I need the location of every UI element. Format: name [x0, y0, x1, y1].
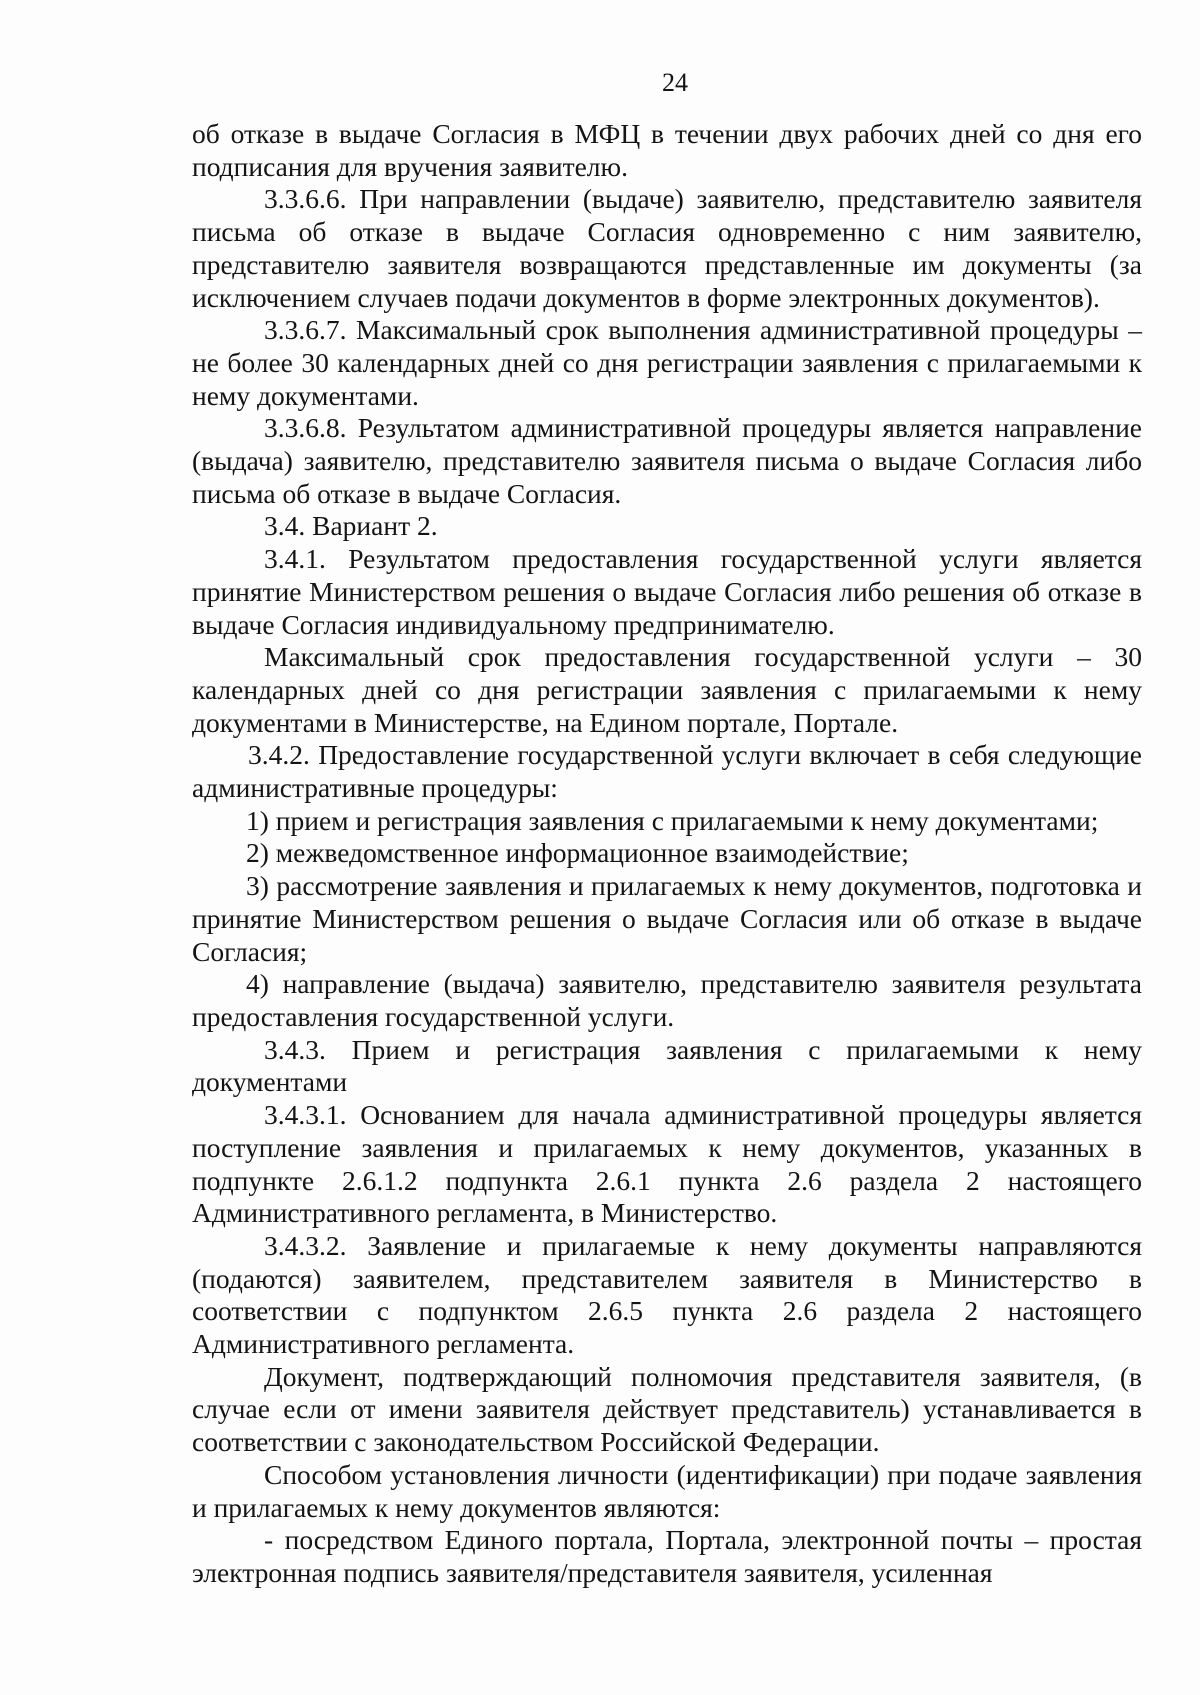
- section-heading-3-4: 3.4. Вариант 2.: [264, 510, 438, 542]
- paragraph-3-3-6-8: 3.3.6.8. Результатом административной процедуры является направление (выдача) заявителю, представителю заявителя письма о выдаче Согласия либо письма об отказе в выдаче Согласия.: [192, 412, 1142, 509]
- paragraph-identification-method: Способом установления личности (идентификации) при подаче заявления и прилагаемых к нему документов являются:: [192, 1458, 1142, 1523]
- paragraph-3-4-3-2: 3.4.3.2. Заявление и прилагаемые к нему документы направляются (подаются) заявителем, представителем заявителя в Министерство в соответствии с подпунктом 2.6.5 пункта 2.6 раздела 2 настоящего Административного регламента.: [192, 1229, 1142, 1360]
- document-body: [192, 118, 1142, 1590]
- paragraph-3-4-1: 3.4.1. Результатом предоставления государственной услуги является принятие Министерством решения о выдаче Согласия либо решения об отказе в выдаче Согласия индивидуальному предпринимателю.: [192, 543, 1142, 640]
- list-item-3: 3) рассмотрение заявления и прилагаемых к нему документов, подготовка и принятие Министерством решения о выдаче Согласия или об отказе в выдаче Согласия;: [192, 870, 1142, 967]
- paragraph-3-3-6-6: 3.3.6.6. При направлении (выдаче) заявителю, представителю заявителя письма об отказе в выдаче Согласия одновременно с ним заявителю, представителю заявителя возвращаются представленные им документы (за исключением случаев подачи документов в форме электронных документов).: [192, 183, 1142, 313]
- list-item-1: 1) прием и регистрация заявления с прилагаемыми к нему документами;: [246, 804, 1099, 836]
- list-item-4: 4) направление (выдача) заявителю, представителю заявителя результата предоставления государственной услуги.: [192, 968, 1142, 1032]
- paragraph-representative-document: Документ, подтверждающий полномочия представителя заявителя, (в случае если от имени заявителя действует представитель) устанавливается в соответствии с законодательством Российской Федерации.: [192, 1360, 1142, 1458]
- list-item-2: 2) межведомственное информационное взаимодействие;: [246, 837, 909, 869]
- paragraph-3-4-2: 3.4.2. Предоставление государственной услуги включает в себя следующие административные процедуры:: [192, 739, 1142, 804]
- paragraph-max-term: Максимальный срок предоставления государственной услуги – 30 календарных дней со дня регистрации заявления с прилагаемыми к нему документами в Министерстве, на Едином портале, Портале.: [192, 641, 1142, 738]
- paragraph-3-3-6-7: 3.3.6.7. Максимальный срок выполнения административной процедуры – не более 30 календарных дней со дня регистрации заявления с прилагаемыми к нему документами.: [192, 314, 1142, 411]
- page-number: 24: [662, 68, 688, 97]
- paragraph-3-4-3-1: 3.4.3.1. Основанием для начала административной процедуры является поступление заявления и прилагаемых к нему документов, указанных в подпункте 2.6.1.2 подпункта 2.6.1 пункта 2.6 раздела 2 настоящего Административного регламента, в Министерство.: [192, 1099, 1142, 1229]
- paragraph-electronic-signature: - посредством Единого портала, Портала, электронной почты – простая электронная подпись заявителя/представителя заявителя, усиленная: [192, 1524, 1142, 1588]
- paragraph-3-4-3: 3.4.3. Прием и регистрация заявления с прилагаемыми к нему документами: [192, 1033, 1142, 1098]
- paragraph-continuation: об отказе в выдаче Согласия в МФЦ в течении двух рабочих дней со дня его подписания для вручения заявителю.: [192, 118, 1142, 182]
